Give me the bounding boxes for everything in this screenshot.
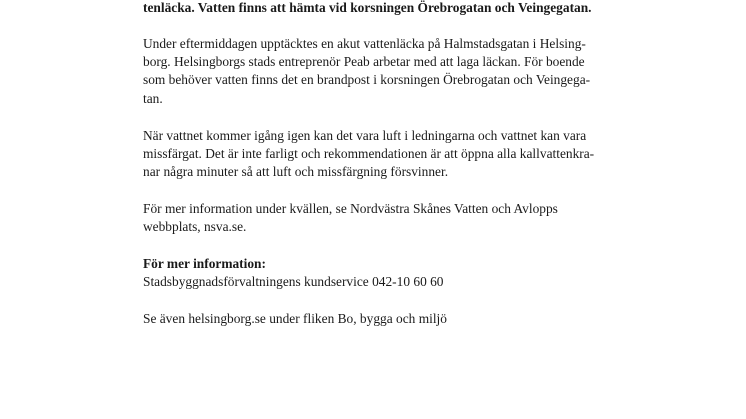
paragraph-line: För mer information under kvällen, se Nordvästra Skånes Vatten och Avlopps [143, 201, 558, 216]
contact-block [143, 255, 444, 291]
see-also-text: Se även helsingborg.se under fliken Bo, bygga och miljö [143, 311, 447, 326]
paragraph-more-info-nsva [143, 200, 558, 236]
paragraph-line: missfärgat. Det är inte farligt och rekommendationen är att öppna alla kallvattenkra- [143, 146, 595, 162]
contact-heading: För mer information: [143, 256, 266, 271]
paragraph-line: som behöver vatten finns det en brandpost i korsningen Örebrogatan och Veingega- [143, 72, 591, 88]
paragraph-air-discoloration [143, 127, 594, 182]
lead-text: tenläcka. Vatten finns att hämta vid korsningen Örebrogatan och Veingegatan. [143, 0, 592, 15]
paragraph-line: borg. Helsingborgs stads entreprenör Peab arbetar med att laga läckan. För boende [143, 54, 585, 70]
paragraph-line: webbplats, nsva.se. [143, 219, 247, 235]
paragraph-line: tan. [143, 90, 163, 106]
paragraph-line: När vattnet kommer igång igen kan det vara luft i ledningarna och vattnet kan vara [143, 128, 587, 143]
paragraph-water-leak [143, 35, 590, 108]
paragraph-line: Under eftermiddagen upptäcktes en akut vattenläcka på Halmstadsgatan i Helsing- [143, 36, 586, 51]
paragraph-line: nar några minuter så att luft och missfärgning försvinner. [143, 164, 449, 180]
contact-line: Stadsbyggnadsförvaltningens kundservice 042-10 60 60 [143, 274, 444, 290]
see-also-block [143, 310, 447, 328]
